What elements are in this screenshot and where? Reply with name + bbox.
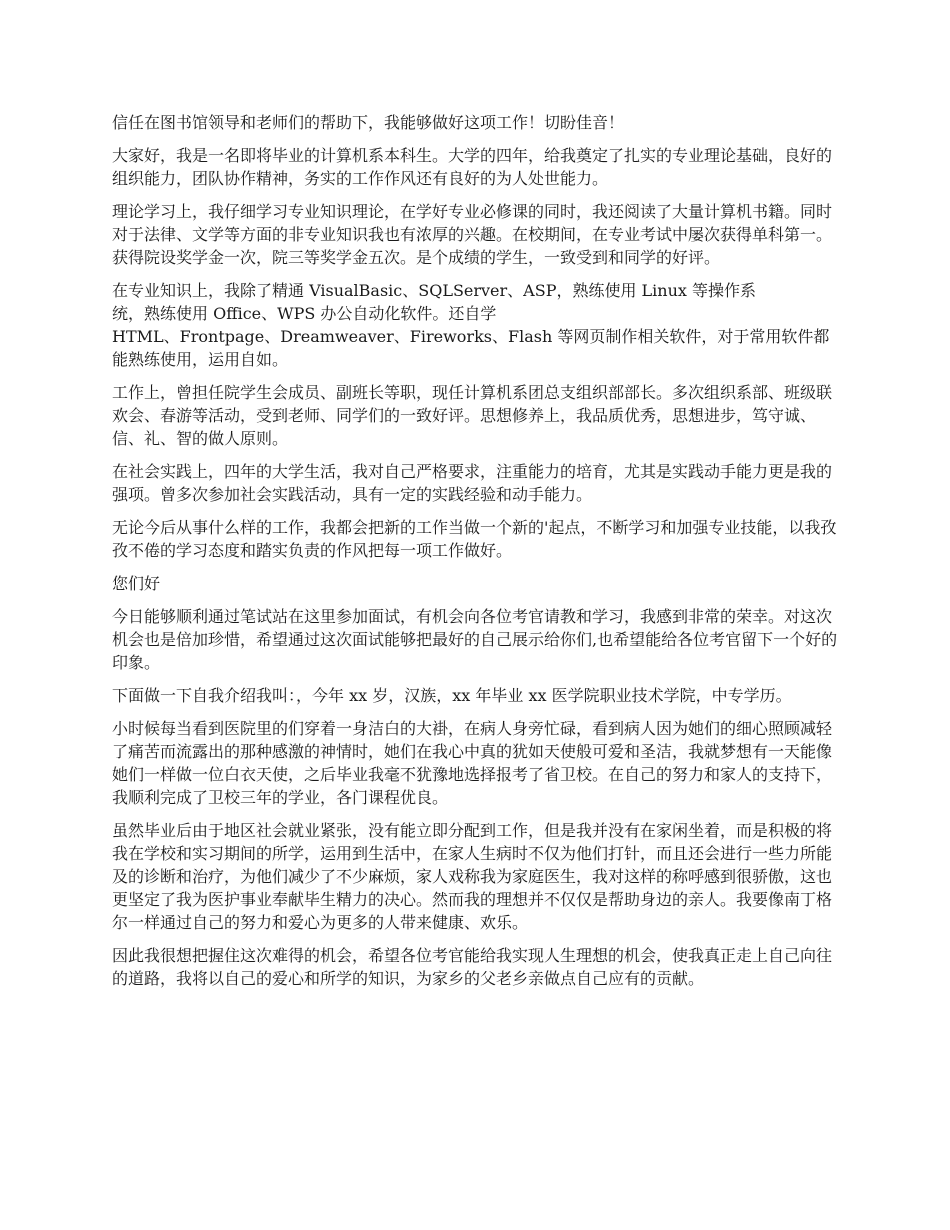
document-body — [112, 111, 840, 1000]
paragraph: 在专业知识上，我除了精通 VisualBasic、SQLServer、ASP，熟练使用 Linux 等操作系 统，熟练使用 Office、WPS 办公自动化软件。还自学 HTML、Frontpage、Dreamweaver、Fireworks、Flash 等网页制作相关软件，对于常用软件都能熟练使用，运用自如。 — [112, 281, 830, 369]
paragraph: 大家好，我是一名即将毕业的计算机系本科生。大学的四年，给我奠定了扎实的专业理论基础，良好的组织能力，团队协作精神，务实的工作作风还有良好的为人处世能力。 — [112, 146, 833, 188]
paragraph: 今日能够顺利通过笔试站在这里参加面试，有机会向各位考官请教和学习，我感到非常的荣幸。对这次机会也是倍加珍惜，希望通过这次面试能够把最好的自己展示给你们,也希望能给各位考官留下一个好的印象。 — [112, 607, 838, 672]
paragraph: 信任在图书馆领导和老师们的帮助下，我能够做好这项工作！切盼佳音！ — [112, 113, 625, 132]
paragraph: 您们好 — [112, 574, 161, 593]
paragraph: 在社会实践上，四年的大学生活，我对自己严格要求，注重能力的培育，尤其是实践动手能力更是我的强项。曾多次参加社会实践活动，具有一定的实践经验和动手能力。 — [112, 462, 833, 504]
paragraph: 因此我很想把握住这次难得的机会，希望各位考官能给我实现人生理想的机会，使我真正走上自己向往的道路，我将以自己的爱心和所学的知识，为家乡的父老乡亲做点自己应有的贡献。 — [112, 946, 833, 988]
paragraph: 无论今后从事什么样的工作，我都会把新的工作当做一个新的'起点，不断学习和加强专业技能，以我孜孜不倦的学习态度和踏实负责的作风把每一项工作做好。 — [112, 518, 837, 560]
paragraph: 下面做一下自我介绍我叫：，今年 xx 岁，汉族，xx 年毕业 xx 医学院职业技术学院，中专学历。 — [112, 686, 792, 705]
paragraph: 工作上，曾担任院学生会成员、副班长等职，现任计算机系团总支组织部部长。多次组织系部、班级联欢会、春游等活动，受到老师、同学们的一致好评。思想修养上，我品质优秀，思想进步，笃守诚、信、礼、智的做人原则。 — [112, 383, 833, 448]
paragraph: 虽然毕业后由于地区社会就业紧张，没有能立即分配到工作，但是我并没有在家闲坐着，而是积极的将我在学校和实习期间的所学，运用到生活中，在家人生病时不仅为他们打针，而且还会进行一些力所能及的诊断和治疗，为他们减少了不少麻烦，家人戏称我为家庭医生，我对这样的称呼感到很骄傲，这也更坚定了我为医护事业奉献毕生精力的决心。然而我的理想并不仅仅是帮助身边的亲人。我要像南丁格尔一样通过自己的努力和爱心为更多的人带来健康、欢乐。 — [112, 821, 833, 932]
paragraph: 理论学习上，我仔细学习专业知识理论，在学好专业必修课的同时，我还阅读了大量计算机书籍。同时对于法律、文学等方面的非专业知识我也有浓厚的兴趣。在校期间，在专业考试中屡次获得单科第一。获得院设奖学金一次，院三等奖学金五次。是个成绩的学生，一致受到和同学的好评。 — [112, 202, 833, 267]
paragraph: 小时候每当看到医院里的们穿着一身洁白的大褂，在病人身旁忙碌，看到病人因为她们的细心照顾减轻了痛苦而流露出的那种感激的神情时，她们在我心中真的犹如天使般可爱和圣洁，我就梦想有一天能像她们一样做一位白衣天使，之后毕业我毫不犹豫地选择报考了省卫校。在自己的努力和家人的支持下，我顺利完成了卫校三年的学业，各门课程优良。 — [112, 719, 833, 807]
